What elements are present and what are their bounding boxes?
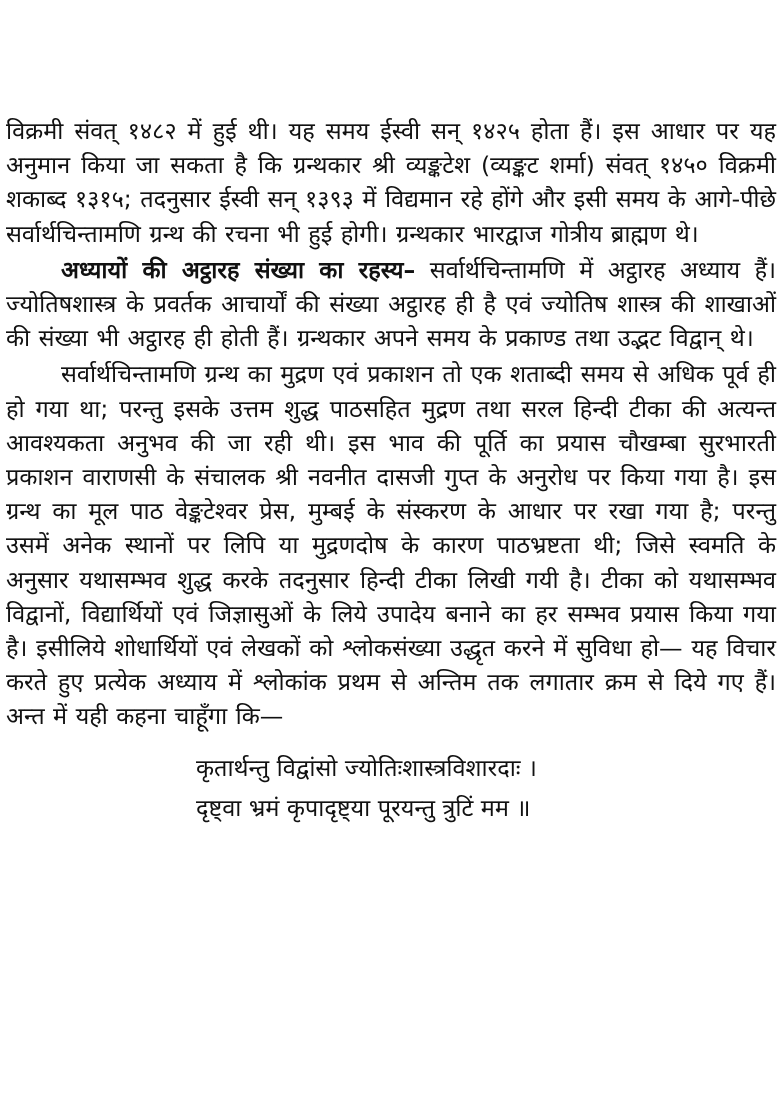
paragraph-text: सर्वार्थचिन्तामणि में अट्ठारह अध्याय हैं। ज्योतिषशास्त्र के प्रवर्तक आचार्यों की संख्या अट्ठारह ही है एवं ज्योतिष शास्त्र की शाखाओं की संख्या भी अट्ठारह ही होती हैं। ग्रन्थकार अपने समय के प्रकाण्ड तथा उद्भट विद्वान् थे। [6, 255, 776, 353]
paragraph-dating [6, 114, 776, 251]
verse-line-2: दृष्ट्वा भ्रमं कृपादृष्ट्या पूरयन्तु त्रुटिं मम ॥ [196, 793, 531, 822]
paragraph-publication [6, 357, 776, 733]
closing-verse [6, 748, 776, 828]
paragraph-text: सर्वार्थचिन्तामणि ग्रन्थ का मुद्रण एवं प्रकाशन तो एक शताब्दी समय से अधिक पूर्व ही हो गया था; परन्तु इसके उत्तम शुद्ध पाठसहित मुद्रण तथा सरल हिन्दी टीका की अत्यन्त आवश्यकता अनुभव की जा रही थी। इस भाव की पूर्ति का प्रयास चौखम्बा सुरभारती प्रकाशन वाराणसी के संचालक श्री नवनीत दासजी गुप्त के अनुरोध पर किया गया है। इस ग्रन्थ का मूल पाठ वेङ्कटेश्वर प्रेस, मुम्बई के संस्करण के आधार पर रखा गया है; परन्तु उसमें अनेक स्थानों पर लिपि या मुद्रणदोष के कारण पाठभ्रष्टता थी; जिसे स्वमति के अनुसार यथासम्भव शुद्ध करके तदनुसार हिन्दी टीका लिखी गयी है। टीका को यथासम्भव विद्वानों, विद्यार्थियों एवं जिज्ञासुओं के लिये उपादेय बनाने का हर सम्भव प्रयास किया गया है। इसीलिये शोधार्थियों एवं लेखकों को श्लोकसंख्या उद्धृत करने में सुविधा हो— यह विचार करते हुए प्रत्येक अध्याय में श्लोकांक प्रथम से अन्तिम तक लगातार क्रम से दिये गए हैं। अन्त में यही कहना चाहूँगा कि— [6, 360, 776, 731]
paragraph-text: विक्रमी संवत् १४८२ में हुई थी। यह समय ईस्वी सन् १४२५ होता हैं। इस आधार पर यह अनुमान किया जा सकता है कि ग्रन्थकार श्री व्यङ्कटेश (व्यङ्कट शर्मा) संवत् १४५० विक्रमी शकाब्द १३१५; तदनुसार ईस्वी सन् १३९३ में विद्यमान रहे होंगे और इसी समय के आगे-पीछे सर्वार्थचिन्तामणि ग्रन्थ की रचना भी हुई होगी। ग्रन्थकार भारद्वाज गोत्रीय ब्राह्मण थे। [6, 117, 776, 248]
document-page [6, 114, 776, 828]
paragraph-chapters-mystery [6, 253, 776, 356]
paragraph-heading: अध्यायों की अट्ठारह संख्या का रहस्य– [61, 255, 416, 284]
verse-line-1: कृतार्थन्तु विद्वांसो ज्योतिःशास्त्रविशारदाः । [196, 753, 537, 782]
